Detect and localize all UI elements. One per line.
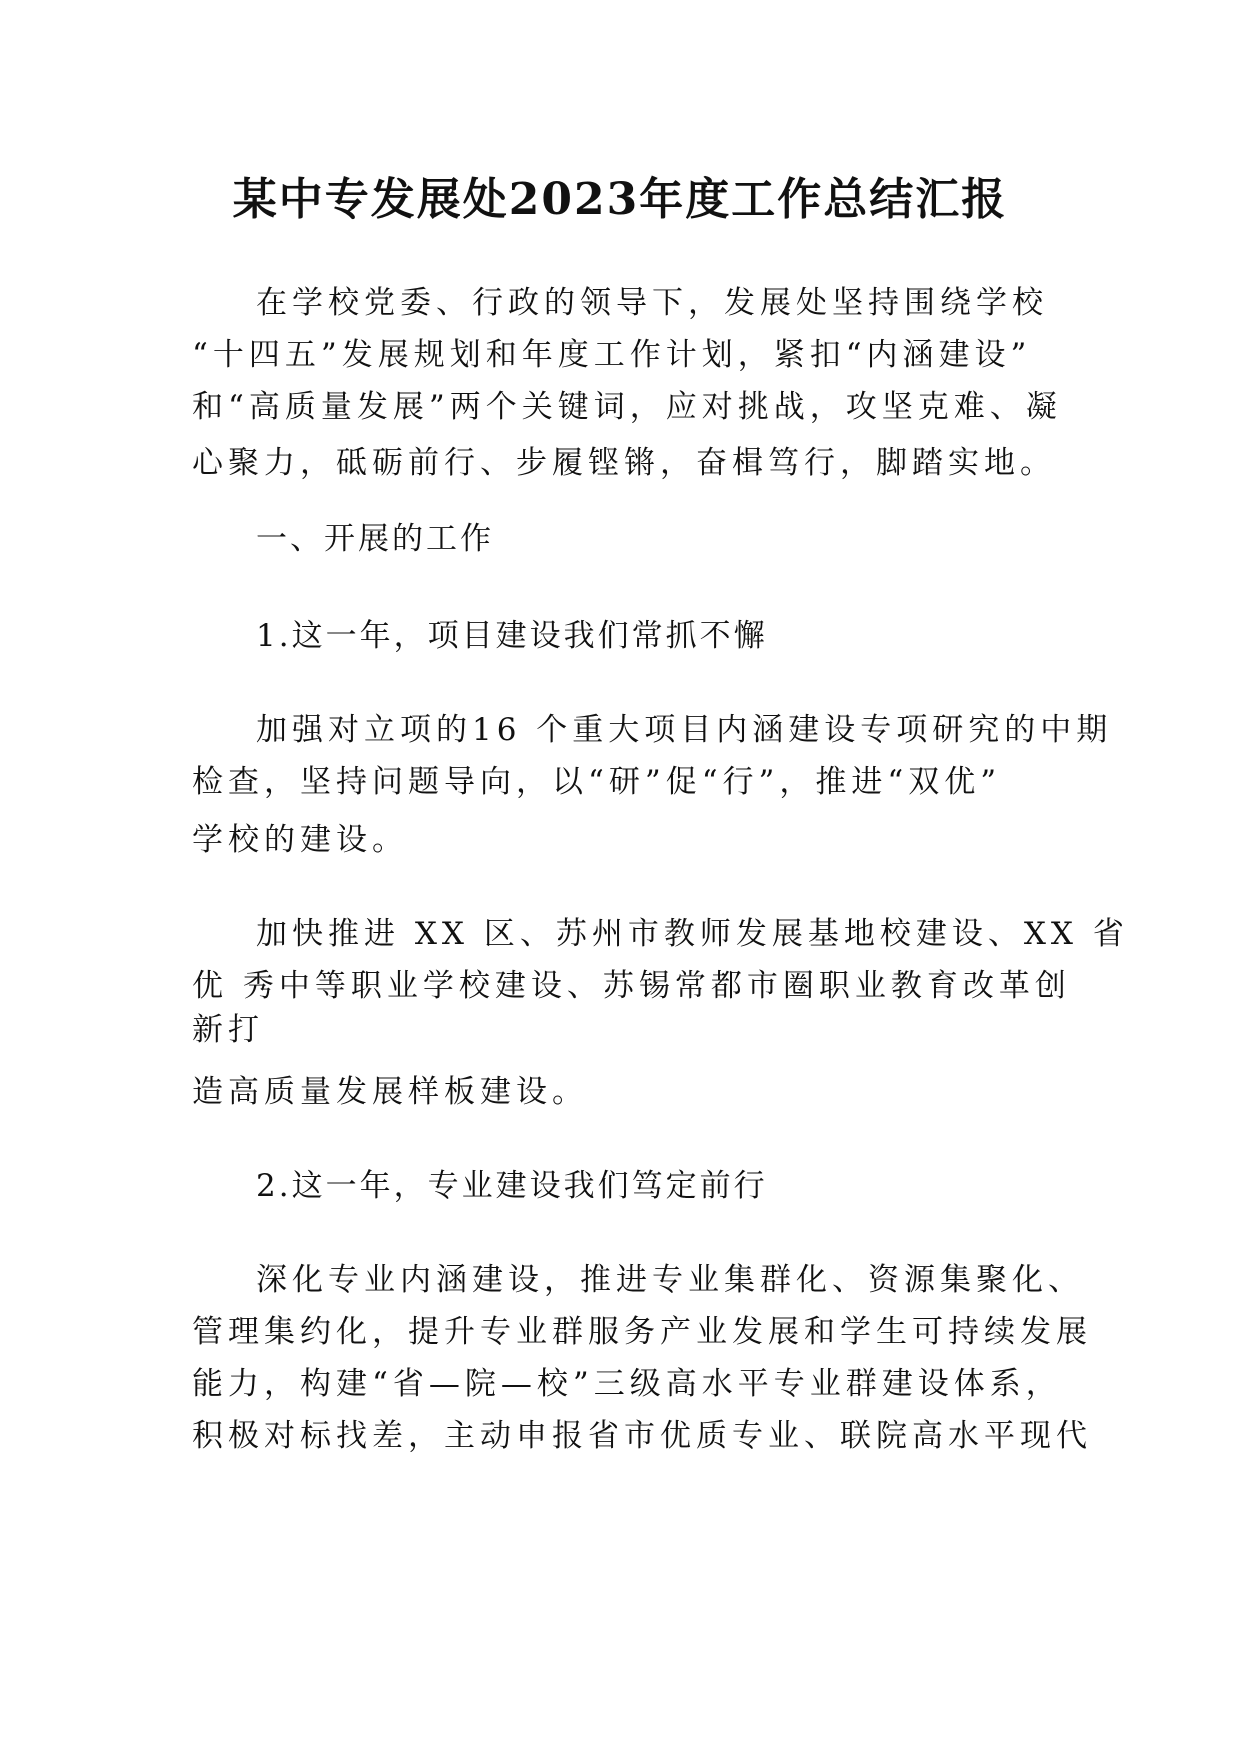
paragraph-line: 积极对标找差，主动申报省市优质专业、联院高水平现代 bbox=[192, 1418, 1092, 1454]
paragraph-line: 加强对立项的16 个重大项目内涵建设专项研究的中期 bbox=[256, 712, 1113, 748]
intro-paragraph bbox=[192, 277, 1062, 493]
paragraph-line: 新打 bbox=[192, 1012, 264, 1048]
paragraph-line: 检查，坚持问题导向，以“研”促“行”，推进“双优” bbox=[192, 764, 1002, 800]
item2-paragraph-1 bbox=[192, 1254, 1092, 1462]
item-heading: 1.这一年，项目建设我们常抓不懈 bbox=[256, 618, 768, 654]
paragraph-line: 优 秀中等职业学校建设、苏锡常都市圈职业教育改革创 bbox=[192, 968, 1071, 1004]
paragraph-line: 深化专业内涵建设，推进专业集群化、资源集聚化、 bbox=[256, 1262, 1084, 1298]
item1-paragraph-2 bbox=[192, 908, 1129, 1118]
paragraph-line: “十四五”发展规划和年度工作计划，紧扣“内涵建设” bbox=[192, 337, 1032, 373]
section-heading: 一、开展的工作 bbox=[256, 521, 494, 557]
paragraph-line: 在学校党委、行政的领导下，发展处坚持围绕学校 bbox=[256, 285, 1048, 321]
document-title: 某中专发展处2023年度工作总结汇报 bbox=[232, 174, 1008, 225]
paragraph-line: 心聚力，砥砺前行、步履铿锵，奋楫笃行，脚踏实地。 bbox=[192, 445, 1056, 481]
paragraph-line: 造高质量发展样板建设。 bbox=[192, 1074, 588, 1110]
paragraph-line: 学校的建设。 bbox=[192, 822, 408, 858]
item-heading: 2.这一年，专业建设我们笃定前行 bbox=[256, 1168, 768, 1204]
item1-paragraph-1 bbox=[192, 704, 1113, 866]
paragraph-line: 管理集约化，提升专业群服务产业发展和学生可持续发展 bbox=[192, 1314, 1092, 1350]
paragraph-line: 能力，构建“省—院—校”三级高水平专业群建设体系， bbox=[192, 1366, 1062, 1402]
paragraph-line: 加快推进 XX 区、苏州市教师发展基地校建设、XX 省 bbox=[256, 916, 1129, 952]
paragraph-line: 和“高质量发展”两个关键词，应对挑战，攻坚克难、凝 bbox=[192, 389, 1062, 425]
